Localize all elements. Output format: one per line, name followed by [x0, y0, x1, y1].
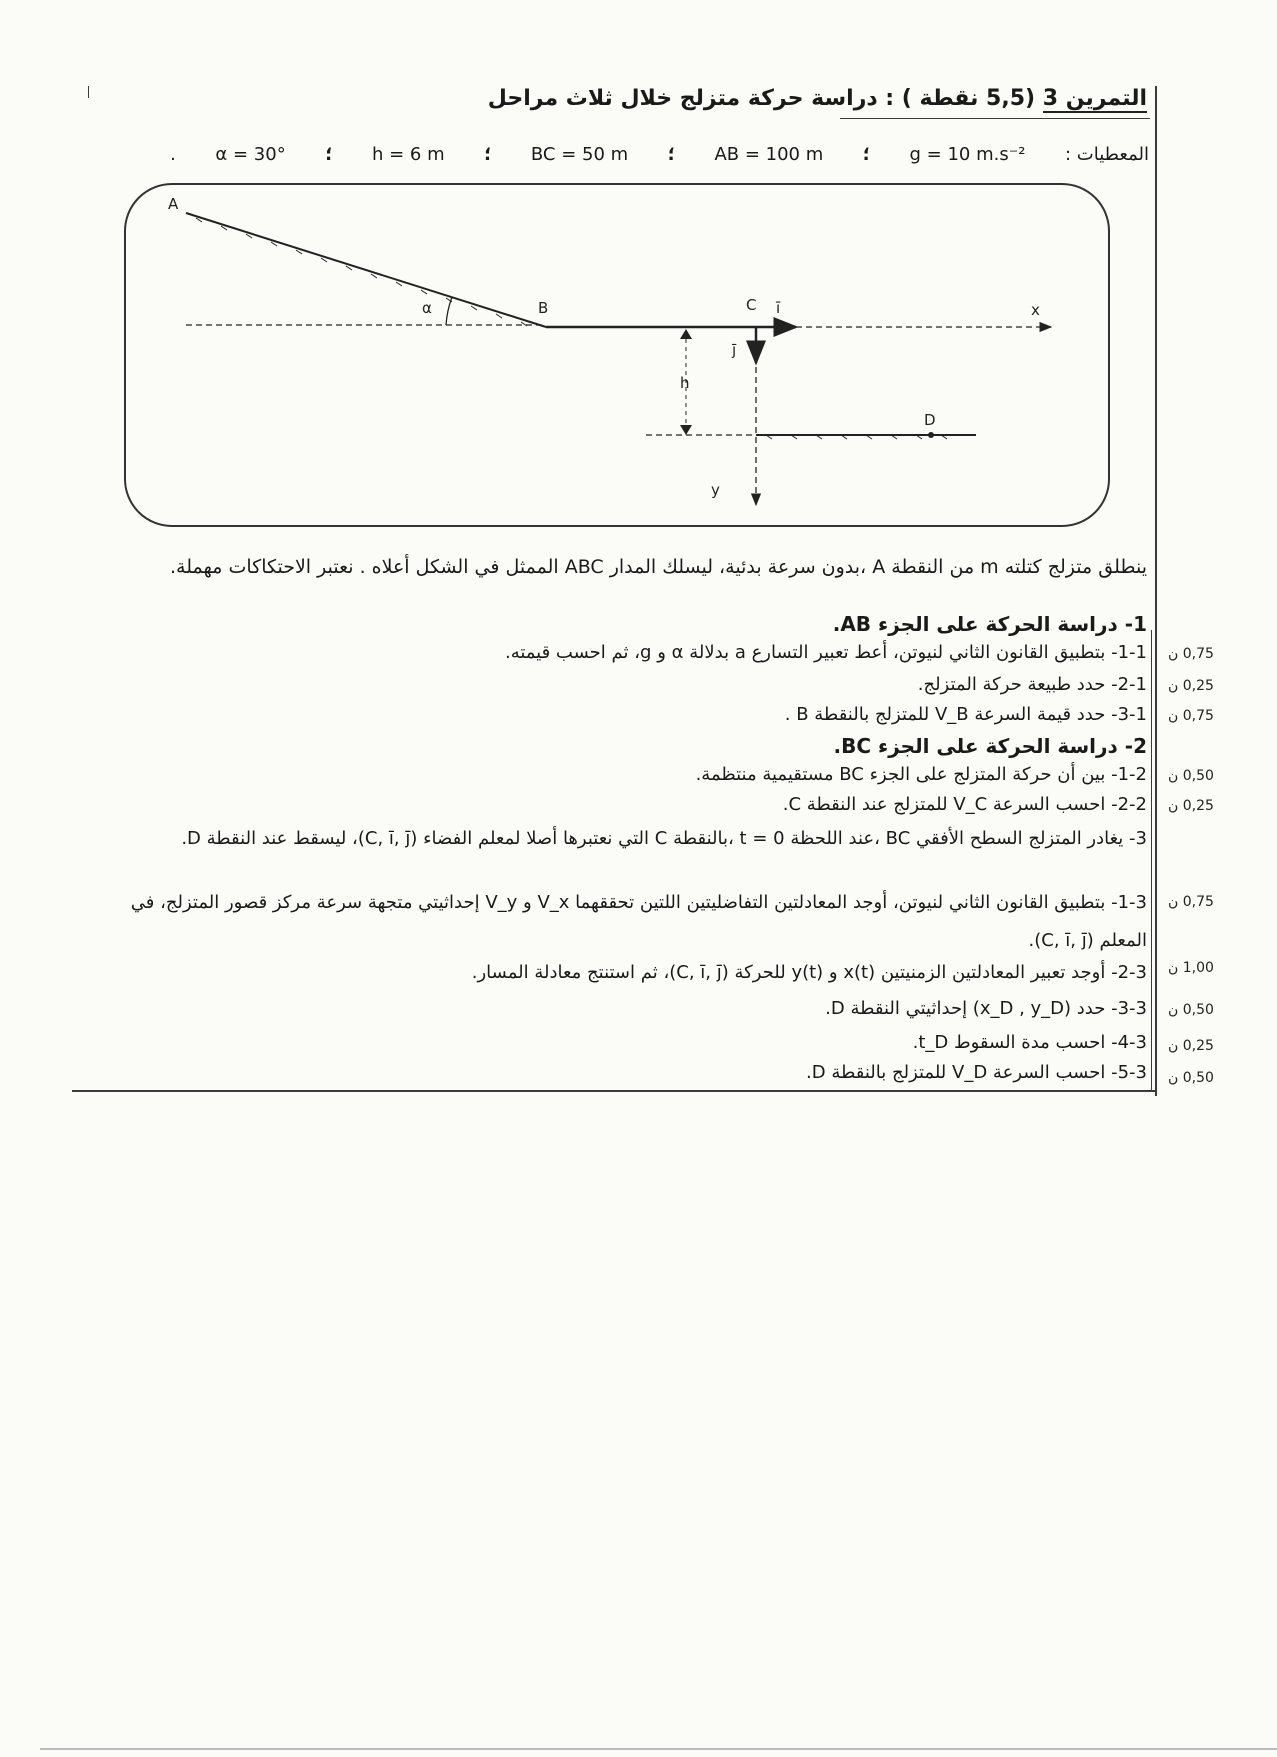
givens-separator: ؛: [484, 144, 492, 165]
point-d-label: D: [924, 411, 936, 429]
alpha-label: α: [422, 299, 432, 317]
marks-column-line: [1151, 630, 1152, 1090]
exercise-points: (5,5 نقطة ): [901, 86, 1036, 111]
slope-hatching: [196, 218, 527, 326]
question-text: 3-1- حدد قيمة السرعة V_B للمتزلج بالنقطة B .: [784, 704, 1147, 725]
question-text: 4-3- احسب مدة السقوط t_D.: [912, 1032, 1147, 1053]
given-ab: AB = 100 m: [714, 144, 824, 165]
givens-separator: ؛: [862, 144, 870, 165]
givens-end: .: [170, 144, 176, 165]
ski-track-diagram: [126, 185, 1108, 525]
question-mark: 1,00 ن: [1168, 960, 1214, 976]
intro-paragraph: ينطلق متزلج كتلته m من النقطة A ،بدون سرعة بدئية، ليسلك المدار ABC الممثل في الشكل أعلاه . نعتبر الاحتكاكات مهملة.: [170, 556, 1147, 578]
given-g: g = 10 m.s⁻²: [909, 144, 1026, 165]
question-text: 2-3- أوجد تعبير المعادلتين الزمنيتين x(t) و y(t) للحركة (C, ī, j̄)، ثم استنتج معادلة المسار.: [471, 962, 1147, 983]
given-bc: BC = 50 m: [530, 144, 629, 165]
question-mark: 0,25 ن: [1168, 678, 1214, 694]
point-a-label: A: [168, 195, 179, 213]
diagram-frame: [124, 183, 1110, 527]
question-text: 1-3- بتطبيق القانون الثاني لنيوتن، أوجد المعادلتين التفاضليتين اللتين تحققهما V_x و V_y إحداثيتي متجهة سرعة مركز قصور المتزلج، في المعلم (C, ī, j̄).: [130, 892, 1147, 951]
point-c-label: C: [746, 296, 757, 314]
section-title: 2- دراسة الحركة على الجزء BC.: [833, 734, 1147, 758]
givens-separator: ؛: [325, 144, 333, 165]
givens-row: [170, 144, 1149, 165]
givens-separator: ؛: [667, 144, 675, 165]
bottom-rule: [72, 1090, 1157, 1092]
exercise-number: التمرين 3: [1042, 86, 1147, 111]
right-border-line: [1155, 86, 1157, 1096]
section-title: 1- دراسة الحركة على الجزء AB.: [832, 612, 1147, 636]
givens-label: المعطيات :: [1065, 144, 1149, 165]
title-rule: [840, 118, 1150, 119]
question-mark: 0,25 ن: [1168, 798, 1214, 814]
page-bottom-edge: [40, 1748, 1277, 1750]
question-text: 2-2- احسب السرعة V_C للمتزلج عند النقطة C.: [782, 794, 1147, 815]
j-vector-label: j̄: [732, 341, 737, 359]
question-text: 3-3- حدد (x_D , y_D) إحداثيتي النقطة D.: [825, 998, 1147, 1019]
given-alpha: α = 30°: [215, 144, 286, 165]
question-mark: 0,75 ن: [1168, 894, 1214, 910]
question-mark: 0,25 ن: [1168, 1038, 1214, 1054]
question-text: 3- يغادر المتزلج السطح الأفقي BC ،عند اللحظة t = 0 ،بالنقطة C التي نعتبرها أصلا لمعلم الفضاء (C, ī, j̄)، ليسقط عند النقطة D.: [181, 828, 1147, 849]
exercise-title-text: : دراسة حركة متزلج خلال ثلاث مراحل: [487, 86, 895, 111]
question-mark: 0,50 ن: [1168, 1070, 1214, 1086]
point-d-marker: [928, 432, 934, 438]
given-h: h = 6 m: [371, 144, 445, 165]
question-mark: 0,75 ن: [1168, 646, 1214, 662]
i-vector-label: ī: [776, 299, 781, 317]
y-axis-label: y: [711, 481, 720, 499]
question-text: 2-1- حدد طبيعة حركة المتزلج.: [917, 674, 1147, 695]
question-text: 5-3- احسب السرعة V_D للمتزلج بالنقطة D.: [805, 1062, 1147, 1083]
slope-ab: [186, 213, 549, 327]
alpha-arc: [446, 297, 452, 325]
question-mark: 0,50 ن: [1168, 1002, 1214, 1018]
question-mark: 0,50 ن: [1168, 768, 1214, 784]
question-text: 1-1- بتطبيق القانون الثاني لنيوتن، أعط تعبير التسارع a بدلالة α و g، ثم احسب قيمته.: [504, 642, 1147, 663]
h-label: h: [680, 374, 690, 392]
x-axis-label: x: [1031, 301, 1040, 319]
question-text: 1-2- بين أن حركة المتزلج على الجزء BC مستقيمية منتظمة.: [695, 764, 1147, 785]
left-margin-line: [88, 86, 89, 98]
point-b-label: B: [538, 299, 549, 317]
exercise-title: [488, 86, 1147, 111]
question-mark: 0,75 ن: [1168, 708, 1214, 724]
